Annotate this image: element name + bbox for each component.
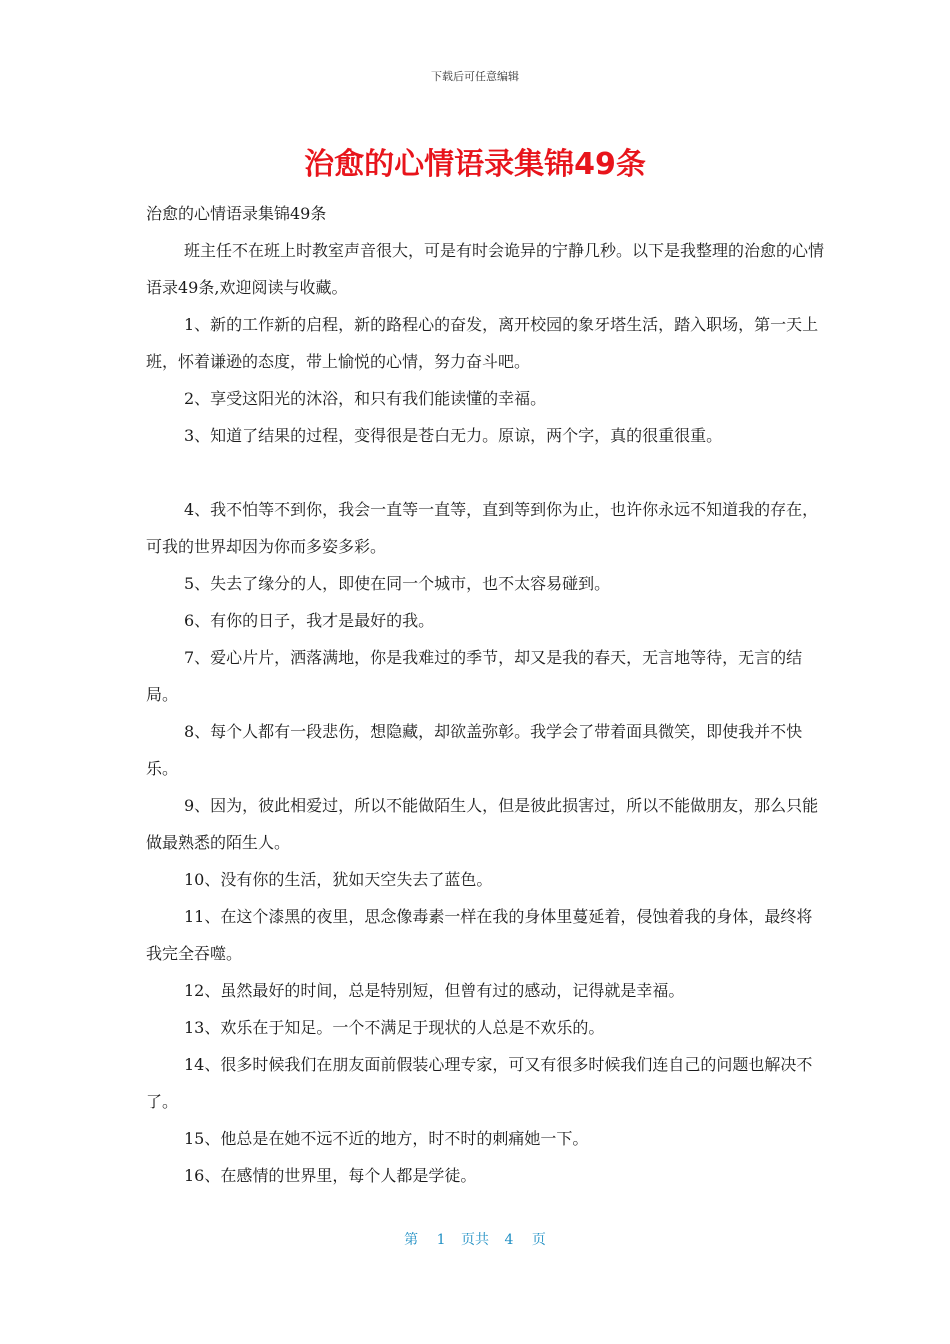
header-note: 下载后可任意编辑	[431, 70, 519, 83]
intro-paragraph: 班主任不在班上时教室声音很大，可是有时会诡异的宁静几秒。以下是我整理的治愈的心情语录49条,欢迎阅读与收藏。	[146, 241, 825, 297]
document-body	[146, 195, 826, 1194]
footer-page-number: 1	[436, 1232, 446, 1248]
footer-total-pages: 4	[504, 1232, 514, 1248]
quote-item: 15、他总是在她不远不近的地方，时不时的刺痛她一下。	[184, 1129, 589, 1148]
footer-suffix: 页	[531, 1232, 546, 1248]
quote-item: 4、我不怕等不到你，我会一直等一直等，直到等到你为止，也许你永远不知道我的存在，可我的世界却因为你而多姿多彩。	[146, 500, 819, 556]
quote-item: 1、新的工作新的启程，新的路程心的奋发，离开校园的象牙塔生活，踏入职场，第一天上班，怀着谦逊的态度，带上愉悦的心情，努力奋斗吧。	[146, 315, 819, 371]
quote-item: 5、失去了缘分的人，即使在同一个城市，也不太容易碰到。	[184, 574, 611, 593]
page-footer	[0, 1229, 950, 1249]
document-title: 治愈的心情语录集锦49条	[304, 147, 646, 182]
subtitle: 治愈的心情语录集锦49条	[146, 204, 327, 223]
quote-item: 13、欢乐在于知足。一个不满足于现状的人总是不欢乐的。	[184, 1018, 605, 1037]
quote-list-part-1	[146, 306, 826, 454]
quote-item: 12、虽然最好的时间，总是特别短，但曾有过的感动，记得就是幸福。	[184, 981, 685, 1000]
footer-prefix: 第	[404, 1232, 419, 1248]
quote-item: 14、很多时候我们在朋友面前假装心理专家，可又有很多时候我们连自己的问题也解决不了。	[146, 1055, 813, 1111]
quote-item: 3、知道了结果的过程，变得很是苍白无力。原谅，两个字，真的很重很重。	[184, 426, 723, 445]
quote-item: 8、每个人都有一段悲伤，想隐藏，却欲盖弥彰。我学会了带着面具微笑，即使我并不快乐。	[146, 722, 803, 778]
quote-item: 7、爱心片片，洒落满地，你是我难过的季节，却又是我的春天，无言地等待，无言的结局。	[146, 648, 803, 704]
quote-item: 6、有你的日子，我才是最好的我。	[184, 611, 435, 630]
quote-item: 9、因为，彼此相爱过，所以不能做陌生人，但是彼此损害过，所以不能做朋友，那么只能做最熟悉的陌生人。	[146, 796, 819, 852]
quote-list-part-2	[146, 491, 826, 1194]
quote-item: 10、没有你的生活，犹如天空失去了蓝色。	[184, 870, 493, 889]
paragraph-gap	[146, 454, 826, 491]
quote-item: 16、在感情的世界里，每个人都是学徒。	[184, 1166, 477, 1185]
footer-middle: 页共	[461, 1232, 489, 1248]
quote-item: 11、在这个漆黑的夜里，思念像毒素一样在我的身体里蔓延着，侵蚀着我的身体，最终将我完全吞噬。	[146, 907, 813, 963]
quote-item: 2、享受这阳光的沐浴，和只有我们能读懂的幸福。	[184, 389, 547, 408]
